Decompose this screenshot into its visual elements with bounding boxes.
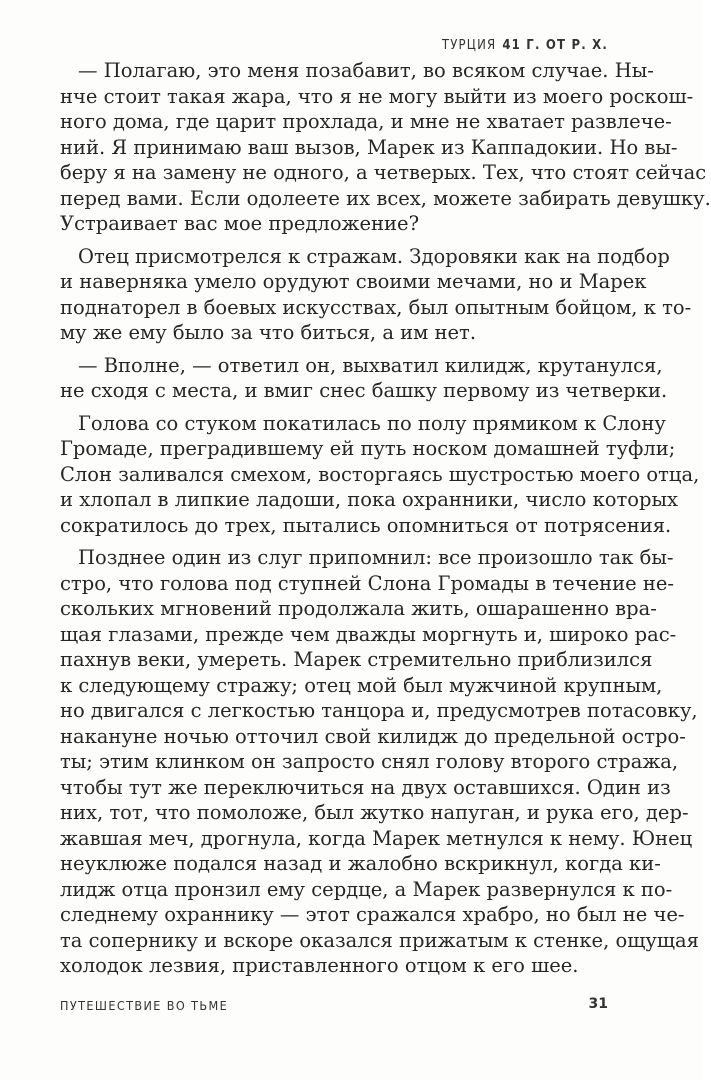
paragraph <box>60 353 668 404</box>
text-line: беру я на замену не одного, а четверых. Тех, что стоят сейчас <box>60 161 707 184</box>
paragraph <box>60 58 711 237</box>
paragraph <box>60 545 699 979</box>
text-line: нче стоит такая жара, что я не могу выйти из моего роскош- <box>60 84 694 108</box>
text-line: накануне ночью отточил свой килидж до предельной остро- <box>60 724 686 748</box>
paragraph-gap <box>60 538 608 545</box>
text-line: перед вами. Если одолеете их всех, можете забирать девушку. <box>60 186 711 210</box>
book-title-footer: ПУТЕШЕСТВИЕ ВО ТЬМЕ <box>60 998 229 1013</box>
text-line: неуклюже подался назад и жалобно вскрикнул, когда ки- <box>60 852 661 875</box>
text-line: лидж отца пронзил ему сердце, а Марек развернулся к по- <box>60 877 673 901</box>
text-line: ного дома, где царит прохлада, и мне не хватает развлече- <box>60 110 672 133</box>
text-line: скольких мгновений продолжала жить, ошарашенно вра- <box>60 597 657 620</box>
chapter-date: 41 Г. ОТ Р. Х. <box>502 38 608 53</box>
text-line: следнему охраннику — этот сражался храбро, но был не че- <box>60 903 685 926</box>
text-line: — Вполне, — ответил он, выхватил килидж, крутанулся, <box>78 353 663 377</box>
text-line: Слон заливался смехом, восторгаясь шустростью моего отца, <box>60 462 700 486</box>
text-line: Голова со стуком покатилась по полу прямиком к Слону <box>78 411 666 435</box>
paragraph <box>60 244 692 346</box>
text-line: и хлопал в липкие ладоши, пока охранники, число которых <box>60 488 679 511</box>
text-line: чтобы тут же переключиться на двух оставшихся. Один из <box>60 775 671 799</box>
text-line: Позднее один из слуг припомнил: все произошло так бы- <box>78 546 674 569</box>
text-line: жавшая меч, дрогнула, когда Марек метнулся к нему. Юнец <box>60 826 693 850</box>
body-text <box>60 58 711 979</box>
text-line: Устраивает вас мое предложение? <box>60 212 420 235</box>
text-line: — Полагаю, это меня позабавит, во всяком случае. Ны- <box>78 59 654 82</box>
text-line: щая глазами, прежде чем дважды моргнуть и, широко рас- <box>60 622 677 646</box>
running-head <box>442 38 608 53</box>
text-line: ний. Я принимаю ваш вызов, Марек из Каппадокии. Но вы- <box>60 135 678 159</box>
chapter-title: ТУРЦИЯ <box>441 38 497 53</box>
text-line: к следующему стражу; отец мой был мужчиной крупным, <box>60 673 663 697</box>
text-line: та сопернику и вскоре оказался прижатым к стенке, ощущая <box>60 928 699 952</box>
text-line: Громаде, преградившему ей путь носком домашней туфли; <box>60 437 676 460</box>
paragraph <box>60 411 700 539</box>
text-line: них, тот, что помоложе, был жутко напуган, и рука его, дер- <box>60 801 689 824</box>
page-number: 31 <box>588 996 608 1012</box>
text-line: пахнув веки, умереть. Марек стремительно приблизился <box>60 648 653 671</box>
paragraph-gap <box>60 237 608 244</box>
text-line: Отец присмотрелся к стражам. Здоровяки как на подбор <box>78 244 670 268</box>
text-line: поднаторел в боевых искусствах, был опытным бойцом, к то- <box>60 295 692 319</box>
text-line: но двигался с легкостью танцора и, предусмотрев потасовку, <box>60 699 698 722</box>
text-line: сократилось до трех, пытались опомниться от потрясения. <box>60 513 672 537</box>
paragraph-gap <box>60 404 608 411</box>
text-line: му же ему было за что биться, а им нет. <box>60 321 477 344</box>
text-line: стро, что голова под ступней Слона Громады в течение не- <box>60 571 675 595</box>
text-line: не сходя с места, и вмиг снес башку первому из четверки. <box>60 379 668 402</box>
paragraph-gap <box>60 346 608 353</box>
text-line: и наверняка умело орудуют своими мечами, но и Марек <box>60 270 647 293</box>
text-line: холодок лезвия, приставленного отцом к его шее. <box>60 954 579 977</box>
text-line: ты; этим клинком он запросто снял голову второго стража, <box>60 750 679 773</box>
